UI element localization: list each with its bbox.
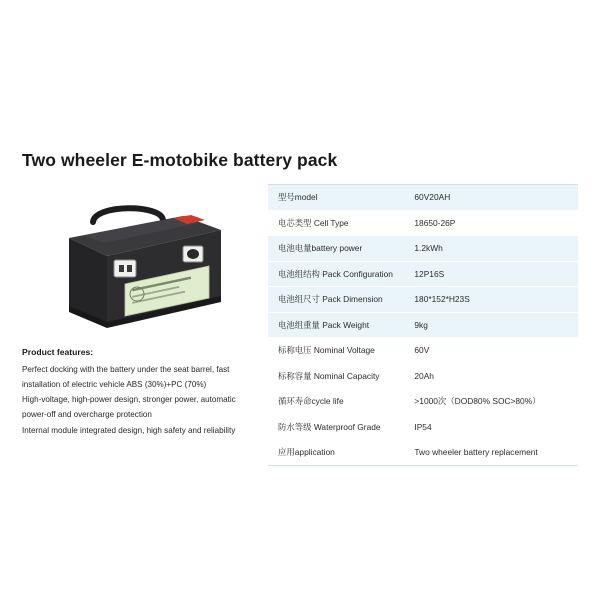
spec-value: 60V20AH [404,185,578,211]
spec-key: 循环寿命cycle life [268,389,404,415]
spec-value: 1.2kWh [404,236,578,262]
table-row [268,312,578,338]
spec-key: 电芯类型 Cell Type [268,210,404,236]
table-row [268,287,578,313]
feature-line: Perfect docking with the battery under the seat barrel, fast [22,364,230,374]
table-row [268,338,578,364]
table-row [268,440,578,466]
spec-value: IP54 [404,414,578,440]
spec-value: 18650-26P [404,210,578,236]
spec-key: 电池组重量 Pack Weight [268,312,404,338]
table-row [268,236,578,262]
table-row [268,210,578,236]
spec-key: 标称电压 Nominal Voltage [268,338,404,364]
spec-key: 标称容量 Nominal Capacity [268,363,404,389]
feature-line: Internal module integrated design, high safety and reliability [22,425,236,435]
feature-line: power-off and overcharge protection [22,410,152,420]
spec-value: 12P16S [404,261,578,287]
spec-key: 电池电量battery power [268,236,404,262]
spec-value: >1000次（DOD80% SOC>80%） [404,389,578,415]
spec-value: 180*152*H23S [404,287,578,313]
table-row [268,389,578,415]
spec-key: 型号model [268,185,404,211]
feature-line: High-voltage, high-power design, stronger power, automatic [22,395,236,405]
spec-key: 应用application [268,440,404,466]
table-row [268,414,578,440]
spec-value: Two wheeler battery replacement [404,440,578,466]
spec-value: 20Ah [404,363,578,389]
battery-pack-illustration [33,186,233,338]
table-row [268,261,578,287]
spec-key: 电池组尺寸 Pack Dimension [268,287,404,313]
product-features-list [22,363,244,438]
left-column [22,186,244,439]
product-features-heading: Product features: [22,347,94,357]
page-title: Two wheeler E-motobike battery pack [22,149,338,170]
spec-key: 电池组结构 Pack Configuration [268,261,404,287]
spec-key: 防水等级 Waterproof Grade [268,414,404,440]
table-row [268,363,578,389]
feature-line: installation of electric vehicle ABS (30%)+PC (70%) [22,380,207,390]
spec-value: 60V [404,338,578,364]
battery-pack-photo [33,186,233,338]
table-row [268,185,578,211]
spec-value: 9kg [404,312,578,338]
specification-table [268,184,578,466]
